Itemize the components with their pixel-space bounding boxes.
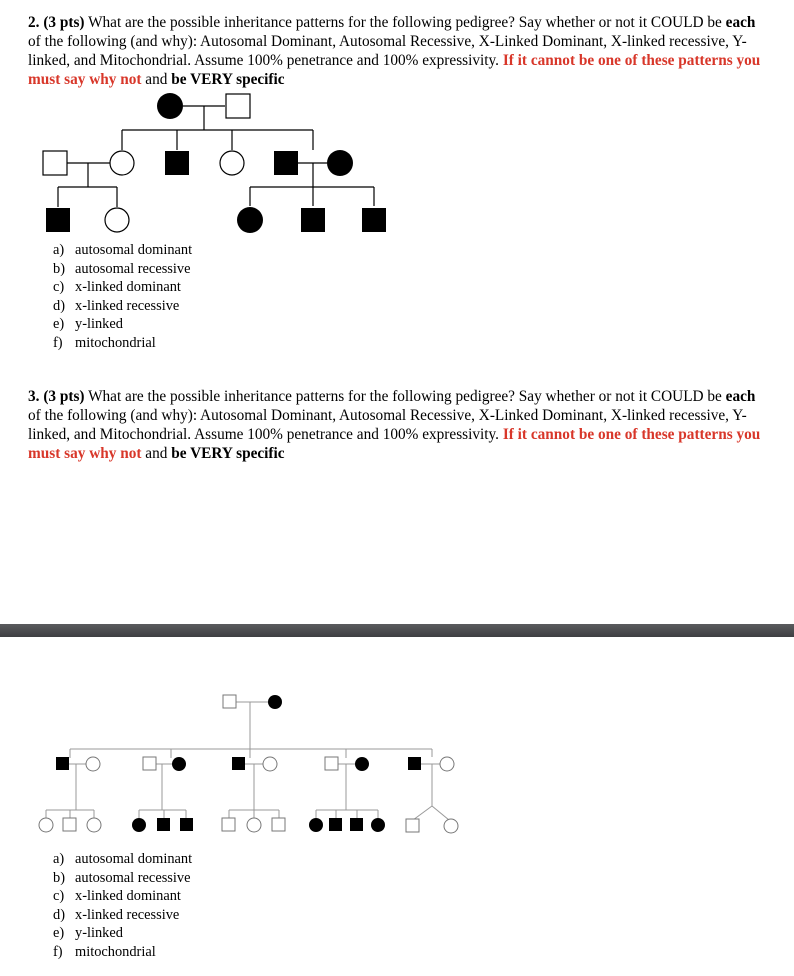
p2-gen2-female-affected-2: [355, 757, 369, 771]
p2-gen2-male-affected-3: [408, 757, 421, 770]
option-row: [53, 943, 192, 962]
option-text: x-linked recessive: [75, 906, 180, 923]
question-2-prompt: [28, 13, 768, 89]
option-text: autosomal recessive: [75, 260, 191, 277]
option-letter: c): [53, 279, 65, 295]
page-divider: [0, 624, 794, 637]
option-letter: c): [53, 888, 65, 904]
p1-gen3-male-affected-3: [362, 208, 386, 232]
p2-gen2-female-spouse-unaffected: [86, 757, 100, 771]
question-3-warning: If it cannot be one of these patterns you must say why not: [28, 426, 761, 462]
option-letter: f): [53, 334, 63, 351]
p1-gen2-female-unaffected: [110, 151, 134, 175]
p2-gen1-male-unaffected: [223, 695, 236, 708]
p2-gen3-female-twin-unaffected: [444, 819, 458, 833]
p2-gen3-female-unaffected-2: [87, 818, 101, 832]
p2-gen2-female-spouse-unaffected-2: [263, 757, 277, 771]
option-text: autosomal recessive: [75, 869, 191, 886]
p2-gen3-female-affected-2: [309, 818, 323, 832]
p2-gen3-female-affected-3: [371, 818, 385, 832]
option-row: [53, 278, 192, 297]
question-2-warning: If it cannot be one of these patterns you must say why not: [28, 52, 761, 88]
p2-gen3-female-unaffected: [39, 818, 53, 832]
option-letter: e): [53, 925, 65, 941]
p2-gen2-female-spouse-unaffected-3: [440, 757, 454, 771]
question-3-text-part2: of the following (and why): Autosomal Dominant, Autosomal Recessive, X-Linked Dominant, X-linked recessive, Y-linked, and Mitochondrial. Assume 100% penetrance and 100% expressivity.: [28, 407, 747, 443]
question-3-and: and: [141, 445, 172, 462]
question-2-each: each: [725, 14, 756, 31]
option-row: [53, 315, 192, 334]
p2-gen3-male-twin-unaffected: [406, 819, 419, 832]
question-2-text-part1: What are the possible inheritance patterns for the following pedigree? Say whether or not it COULD be: [84, 14, 726, 31]
p2-gen3-male-affected: [157, 818, 170, 831]
option-row: [53, 906, 192, 925]
option-text: x-linked recessive: [75, 297, 180, 314]
option-letter: f): [53, 943, 63, 960]
question-2-and: and: [141, 71, 172, 88]
option-text: x-linked dominant: [75, 888, 181, 904]
question-3-number: 3.: [28, 388, 40, 405]
p2-gen2-male-spouse-unaffected: [143, 757, 156, 770]
option-row: [53, 850, 192, 869]
option-text: autosomal dominant: [75, 242, 193, 258]
option-row: [53, 924, 192, 943]
p2-gen3-male-affected-3: [329, 818, 342, 831]
p1-gen3-female-unaffected: [105, 208, 129, 232]
p1-gen2-female-spouse-affected: [327, 150, 353, 176]
p1-gen3-male-affected-2: [301, 208, 325, 232]
p2-gen2-male-affected: [56, 757, 69, 770]
option-letter: a): [53, 851, 65, 867]
question-2-options: [53, 241, 192, 352]
p1-gen3-female-affected: [237, 207, 263, 233]
p2-gen3-male-unaffected: [63, 818, 76, 831]
option-text: mitochondrial: [75, 943, 156, 960]
question-2-points: (3 pts): [43, 14, 85, 31]
question-2-text-part2: of the following (and why): Autosomal Dominant, Autosomal Recessive, X-Linked Dominant, X-linked recessive, Y-linked, and Mitochondrial. Assume 100% penetrance and 100% expressivity.: [28, 33, 747, 69]
option-text: mitochondrial: [75, 334, 156, 351]
option-text: y-linked: [75, 925, 123, 941]
p2-gen3-female-affected: [132, 818, 146, 832]
option-row: [53, 260, 192, 279]
p2-gen3-male-affected-4: [350, 818, 363, 831]
option-letter: e): [53, 316, 65, 332]
question-2-specific: be VERY specific: [171, 71, 285, 88]
p1-gen2-male-spouse-unaffected: [43, 151, 67, 175]
question-3-each: each: [725, 388, 756, 405]
question-2-number: 2.: [28, 14, 40, 31]
p2-gen3-female-unaffected-3: [247, 818, 261, 832]
option-row: [53, 241, 192, 260]
option-row: [53, 297, 192, 316]
option-text: x-linked dominant: [75, 279, 181, 295]
question-3-points: (3 pts): [43, 388, 85, 405]
question-3-text-part1: What are the possible inheritance patterns for the following pedigree? Say whether or not it COULD be: [84, 388, 726, 405]
p2-gen3-male-unaffected-3: [272, 818, 285, 831]
p1-gen1-female-affected: [157, 93, 183, 119]
p1-gen1-male-unaffected: [226, 94, 250, 118]
option-row: [53, 334, 192, 353]
option-letter: d): [53, 906, 65, 923]
p1-gen2-female-unaffected-2: [220, 151, 244, 175]
option-text: y-linked: [75, 316, 123, 332]
option-text: autosomal dominant: [75, 851, 193, 867]
p1-gen3-male-affected: [46, 208, 70, 232]
p2-gen2-female-affected: [172, 757, 186, 771]
p2-gen3-male-unaffected-2: [222, 818, 235, 831]
option-letter: b): [53, 260, 65, 277]
pedigree-question-3: [0, 680, 794, 860]
p2-gen2-male-spouse-unaffected-2: [325, 757, 338, 770]
p2-gen1-female-affected: [268, 695, 282, 709]
p1-gen2-male-affected: [165, 151, 189, 175]
question-3-prompt: [28, 387, 768, 463]
p2-gen3-male-affected-2: [180, 818, 193, 831]
question-3-options: [53, 850, 192, 961]
p1-gen2-male-affected-2: [274, 151, 298, 175]
option-letter: b): [53, 869, 65, 886]
option-row: [53, 869, 192, 888]
question-3-specific: be VERY specific: [171, 445, 285, 462]
option-letter: a): [53, 242, 65, 258]
option-row: [53, 887, 192, 906]
option-letter: d): [53, 297, 65, 314]
p2-gen2-male-affected-2: [232, 757, 245, 770]
